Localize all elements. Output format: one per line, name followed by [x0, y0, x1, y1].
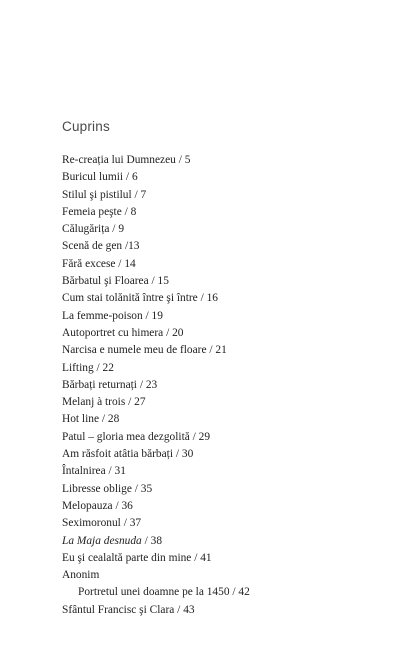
- toc-entry-separator: /: [174, 603, 184, 616]
- toc-entry: [62, 238, 392, 255]
- toc-entry: [62, 221, 392, 238]
- toc-entry-separator: /: [123, 171, 132, 184]
- toc-entry-title: Eu şi cealaltă parte din mine: [62, 551, 192, 564]
- toc-entry-separator: /: [175, 154, 185, 166]
- toc-entry-page-number: 41: [200, 551, 212, 564]
- toc-entry-title: Narcisa e numele meu de floare: [62, 344, 207, 357]
- toc-entry-page-number: 30: [181, 448, 194, 461]
- toc-list: [62, 152, 392, 619]
- toc-entry: [62, 429, 392, 446]
- toc-entry-separator: /: [148, 275, 158, 288]
- toc-entry-separator: /: [206, 344, 216, 357]
- toc-entry-title: Melopauza: [62, 499, 113, 512]
- toc-entry: [62, 567, 392, 584]
- toc-entry: [62, 204, 392, 221]
- toc-entry-separator: /: [163, 326, 173, 339]
- toc-entry-separator: /: [197, 292, 207, 305]
- toc-entry-title: Re-creația lui Dumnezeu: [62, 154, 176, 166]
- toc-entry-title: Călugărița: [62, 223, 110, 236]
- toc-entry-page-number: 19: [151, 309, 163, 322]
- toc-entry: [62, 481, 392, 498]
- toc-entry-page-number: 23: [145, 378, 158, 391]
- toc-entry: [62, 411, 392, 428]
- toc-entry-separator: /: [112, 499, 122, 512]
- toc-entry-title: Lifting: [62, 361, 94, 374]
- toc-entry-title: Am răsfoit atâtia bărbați: [62, 448, 174, 461]
- toc-entry: [62, 325, 392, 342]
- toc-entry-separator: /: [121, 205, 131, 218]
- toc-entry-separator: /: [131, 482, 141, 495]
- toc-entry-separator: /: [136, 378, 146, 391]
- toc-entry-page-number: 7: [140, 188, 147, 201]
- toc-entry: [62, 256, 392, 273]
- toc-entry-separator: /: [173, 448, 182, 461]
- toc-entry: [62, 498, 392, 515]
- toc-entry-page-number: 14: [124, 257, 136, 270]
- toc-heading: Cuprins: [62, 119, 110, 134]
- toc-entry-title: Buricul lumii: [62, 171, 124, 184]
- toc-entry: [62, 463, 392, 480]
- toc-entry-separator: /: [109, 223, 119, 236]
- toc-entry-title: Portretul unei doamne pe la 1450: [78, 586, 230, 599]
- toc-entry: [62, 550, 392, 567]
- toc-entry: [62, 515, 392, 532]
- toc-entry-title: Melanj à trois: [62, 396, 126, 409]
- toc-entry: [62, 273, 392, 290]
- toc-entry: [62, 360, 392, 377]
- toc-entry-title: Cum stai tolănită între şi între: [62, 292, 198, 305]
- toc-entry: [62, 394, 392, 411]
- toc-entry-separator: /: [141, 534, 151, 547]
- toc-entry-separator: /: [191, 551, 201, 564]
- toc-entry-page-number: 22: [102, 361, 114, 374]
- toc-entry: [62, 602, 392, 619]
- toc-entry: [62, 533, 392, 550]
- toc-entry-title: Bărbați returnați: [62, 378, 137, 391]
- toc-entry-page-number: 5: [184, 154, 191, 166]
- toc-entry-title: Scenă de gen: [62, 240, 123, 253]
- toc-entry-separator: /: [122, 240, 129, 253]
- toc-entry: [62, 446, 392, 463]
- toc-entry: [62, 169, 392, 186]
- toc-entry-page-number: 16: [206, 292, 218, 305]
- toc-entry-separator: /: [142, 309, 152, 322]
- toc-entry-page-number: 28: [107, 413, 120, 426]
- toc-entry-separator: /: [229, 586, 239, 599]
- toc-entry-title: Fără excese: [62, 257, 116, 270]
- toc-entry: [62, 377, 392, 394]
- toc-entry-title: Stilul şi pistilul: [62, 188, 132, 201]
- toc-entry-page-number: 38: [150, 534, 163, 547]
- toc-entry-page-number: 13: [128, 240, 140, 253]
- toc-entry-title: La Maja desnuda: [62, 534, 142, 547]
- toc-entry-title: Seximoronul: [62, 517, 121, 530]
- toc-entry-page-number: 20: [172, 326, 184, 339]
- toc-entry-page-number: 6: [131, 171, 138, 184]
- toc-entry-separator: /: [115, 257, 125, 270]
- toc-entry-page-number: 9: [118, 223, 125, 236]
- toc-entry: [62, 290, 392, 307]
- toc-entry: [62, 584, 392, 601]
- toc-entry-separator: /: [105, 465, 115, 478]
- toc-entry-page-number: 31: [114, 465, 126, 478]
- toc-entry-title: Femeia peşte: [62, 205, 122, 218]
- toc-entry-page-number: 29: [198, 430, 211, 443]
- toc-entry-title: Autoportret cu himera: [62, 326, 164, 339]
- toc-entry-separator: /: [131, 188, 141, 201]
- toc-entry-page-number: 36: [121, 499, 133, 512]
- toc-entry-separator: /: [93, 361, 103, 374]
- toc-entry-title: Patul – gloria mea dezgolită: [62, 430, 190, 443]
- toc-entry-title: Anonim: [62, 569, 100, 582]
- toc-entry-page-number: 35: [140, 482, 153, 495]
- toc-entry-title: Sfântul Francisc şi Clara: [62, 603, 175, 616]
- toc-entry: [62, 152, 392, 169]
- toc-entry: [62, 187, 392, 204]
- toc-entry-page-number: 21: [215, 344, 227, 357]
- toc-entry: [62, 308, 392, 325]
- toc-entry-title: Bărbatul şi Floarea: [62, 275, 149, 288]
- toc-entry-separator: /: [99, 413, 108, 426]
- toc-entry-page-number: 27: [134, 396, 146, 409]
- toc-entry-separator: /: [125, 396, 135, 409]
- toc-entry-page-number: 37: [129, 517, 142, 530]
- toc-entry-separator: /: [189, 430, 199, 443]
- toc-entry-page-number: 8: [130, 205, 137, 218]
- toc-entry-page-number: 15: [157, 275, 169, 288]
- toc-entry-title: Întalnirea: [62, 465, 106, 478]
- toc-entry: [62, 342, 392, 359]
- toc-entry-title: Hot line: [62, 413, 100, 426]
- toc-entry-separator: /: [120, 517, 130, 530]
- toc-entry-page-number: 43: [183, 603, 195, 616]
- toc-entry-page-number: 42: [238, 586, 250, 599]
- toc-entry-title: Libresse oblige: [62, 482, 132, 495]
- toc-entry-title: La femme-poison: [62, 309, 143, 322]
